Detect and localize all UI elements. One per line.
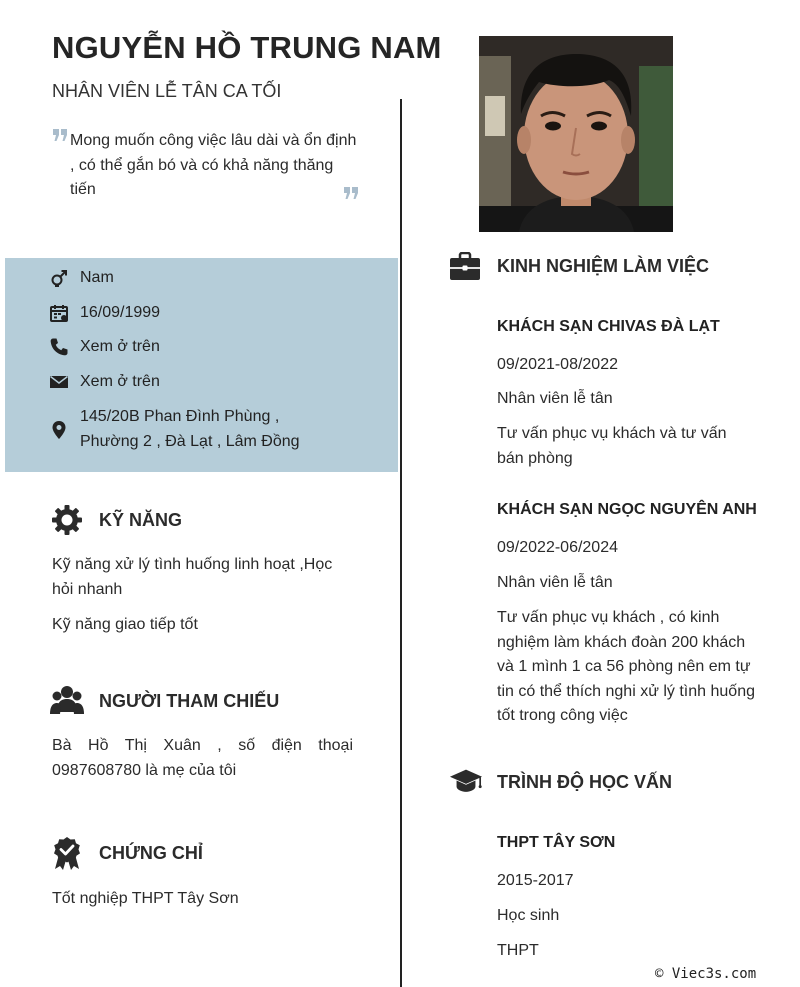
envelope-icon bbox=[48, 371, 70, 393]
gender-value: Nam bbox=[80, 269, 114, 286]
job-period: 09/2022-06/2024 bbox=[497, 539, 618, 556]
education-period: 2015-2017 bbox=[497, 872, 574, 889]
people-icon bbox=[50, 683, 84, 717]
calendar-icon bbox=[48, 302, 70, 324]
job-title: NHÂN VIÊN LỄ TÂN CA TỐI bbox=[52, 81, 282, 101]
certificates-heading: CHỨNG CHỈ bbox=[99, 843, 203, 863]
gear-icon bbox=[50, 503, 84, 537]
badge-check-icon bbox=[50, 836, 84, 870]
phone-icon bbox=[48, 336, 70, 358]
email-value: Xem ở trên bbox=[80, 373, 160, 390]
gender-icon bbox=[48, 267, 70, 289]
briefcase-icon bbox=[448, 250, 482, 284]
education-heading: TRÌNH ĐỘ HỌC VẤN bbox=[497, 772, 672, 792]
contact-address bbox=[48, 405, 300, 454]
contact-phone bbox=[48, 335, 160, 360]
map-pin-icon bbox=[48, 419, 70, 441]
phone-value: Xem ở trên bbox=[80, 338, 160, 355]
job-description: Tư vấn phục vụ khách và tư vấn bán phòng bbox=[497, 425, 727, 467]
address-line-1: 145/20B Phan Đình Phùng , bbox=[80, 408, 280, 425]
certificate-text: Tốt nghiệp THPT Tây Sơn bbox=[52, 890, 239, 907]
job-company: KHÁCH SẠN CHIVAS ĐÀ LẠT bbox=[497, 318, 720, 335]
contact-gender bbox=[48, 266, 114, 291]
job-period: 09/2021-08/2022 bbox=[497, 356, 618, 373]
contact-email bbox=[48, 370, 160, 395]
experience-heading: KINH NGHIỆM LÀM VIỆC bbox=[497, 256, 710, 276]
reference-text: Bà Hồ Thị Xuân , số điện thoại 0987608780 là mẹ của tôi bbox=[52, 737, 353, 779]
birthday-value: 16/09/1999 bbox=[80, 304, 161, 321]
references-heading: NGƯỜI THAM CHIẾU bbox=[99, 691, 280, 711]
column-divider bbox=[400, 99, 402, 987]
skills-heading: KỸ NĂNG bbox=[99, 510, 183, 530]
education-degree: THPT bbox=[497, 942, 539, 959]
job-position: Nhân viên lễ tân bbox=[497, 574, 613, 591]
job-position: Nhân viên lễ tân bbox=[497, 390, 613, 407]
job-company: KHÁCH SẠN NGỌC NGUYÊN ANH bbox=[497, 501, 757, 518]
education-role: Học sinh bbox=[497, 907, 560, 924]
profile-photo bbox=[479, 36, 673, 232]
skill-item: Kỹ năng xử lý tình huống linh hoạt ,Học hỏi nhanh bbox=[52, 556, 333, 598]
portrait-illustration bbox=[479, 36, 673, 232]
school-name: THPT TÂY SƠN bbox=[497, 834, 616, 851]
address-value bbox=[80, 405, 300, 454]
site-watermark: © Viec3s.com bbox=[655, 966, 757, 982]
quote-close-icon bbox=[343, 186, 359, 200]
address-line-2: Phường 2 , Đà Lạt , Lâm Đồng bbox=[80, 432, 300, 450]
quote-open-icon bbox=[52, 128, 68, 142]
graduation-cap-icon bbox=[449, 764, 483, 798]
contact-birthday bbox=[48, 301, 160, 326]
skill-item: Kỹ năng giao tiếp tốt bbox=[52, 616, 198, 633]
career-objective: Mong muốn công việc lâu dài và ổn định , có thể gắn bó và có khả năng thăng tiến bbox=[70, 132, 357, 198]
job-description: Tư vấn phục vụ khách , có kinh nghiệm làm khách đoàn 200 khách và 1 mình 1 ca 56 phòng nên em tự tin có thể thích nghi xử lý tình huống tốt trong công việc bbox=[497, 609, 755, 724]
candidate-name: NGUYỄN HỒ TRUNG NAM bbox=[52, 30, 442, 65]
